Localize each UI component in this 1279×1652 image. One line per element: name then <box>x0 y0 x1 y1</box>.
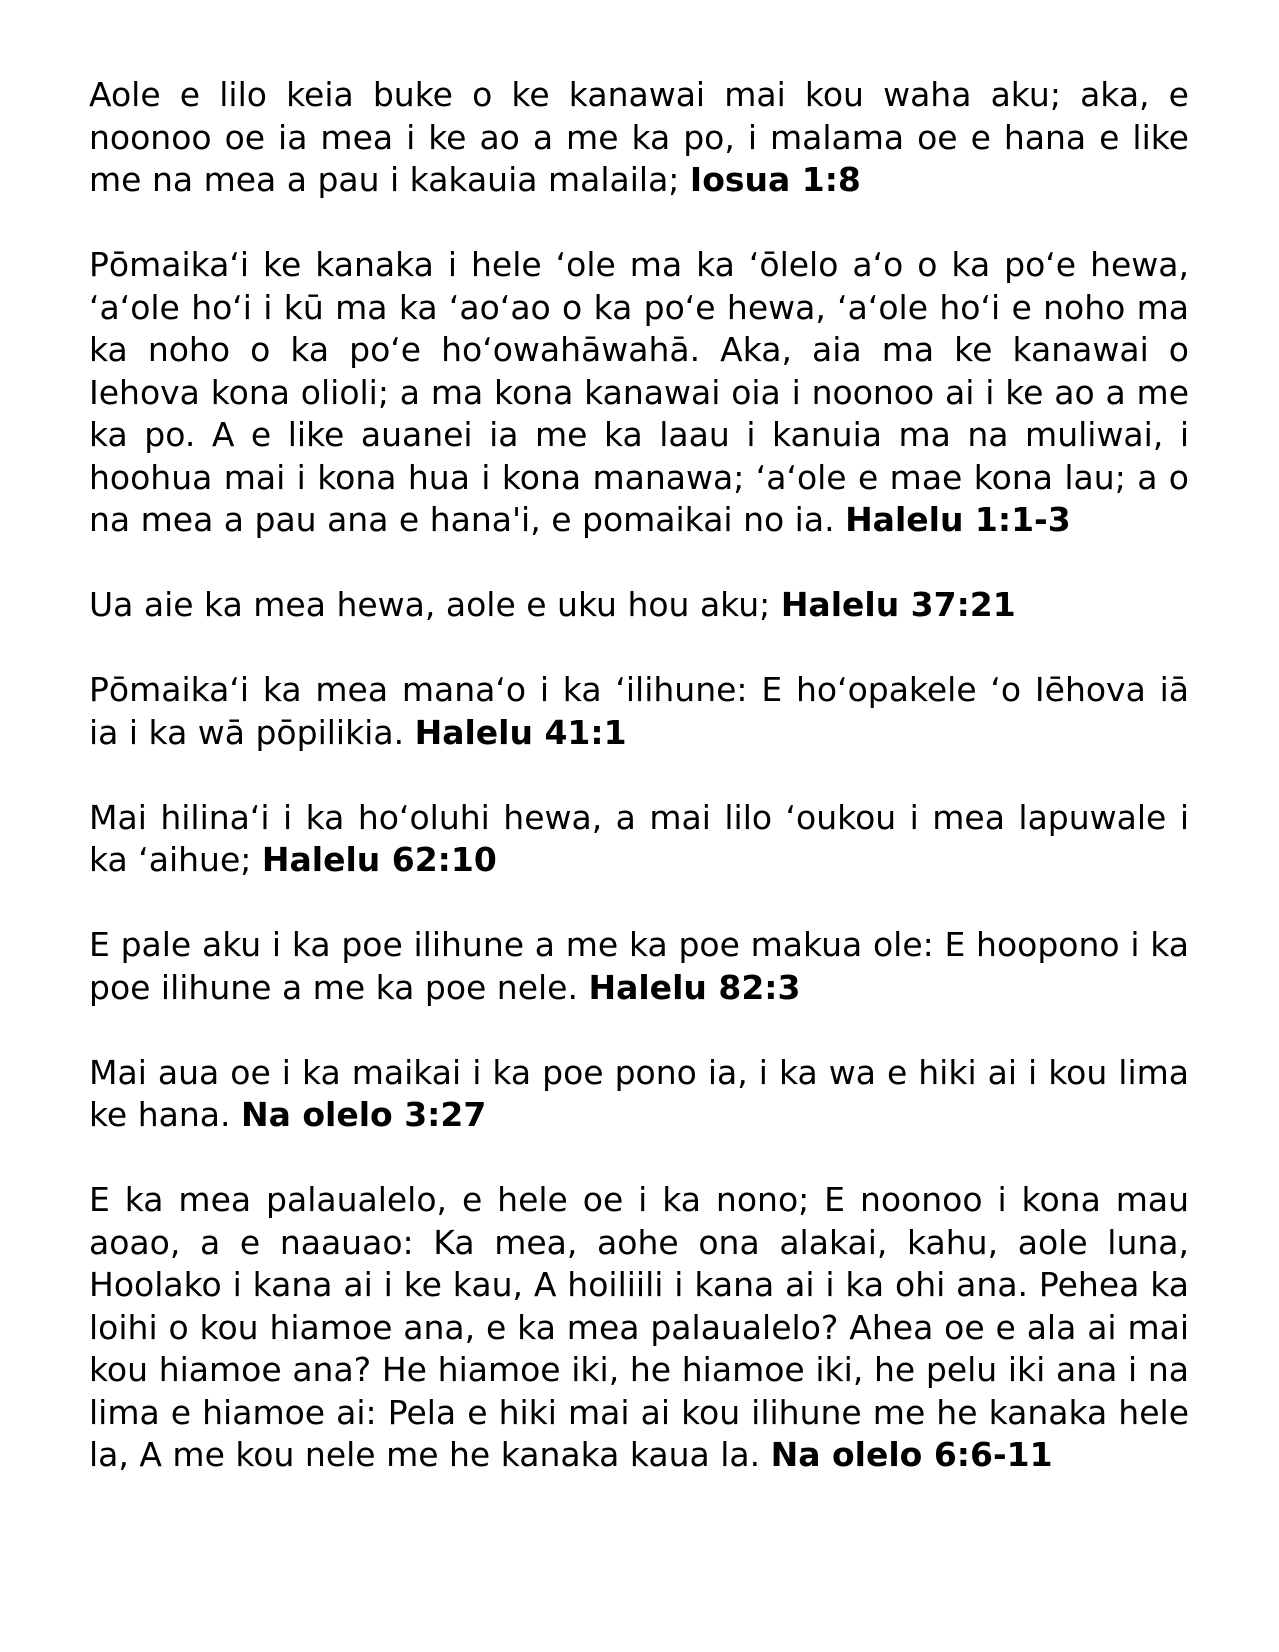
verse-reference: Halelu 82:3 <box>588 967 801 1007</box>
verse-paragraph <box>89 584 1189 627</box>
verse-reference: Halelu 62:10 <box>261 840 497 879</box>
verse-paragraph <box>89 1052 1189 1137</box>
verse-text: Ua aie ka mea hewa, aole e uku hou aku; <box>89 585 771 624</box>
verse-text: Aole e lilo keia buke o ke kanawai mai kou waha aku; aka, e noonoo oe ia mea i ke ao a me ka po, i malama oe e hana e like me na mea a pau i kakauia malaila; <box>89 75 1189 199</box>
verse-paragraph <box>89 669 1189 754</box>
document-page <box>89 74 1189 1519</box>
verse-paragraph <box>89 244 1189 542</box>
verse-text: E pale aku i ka poe ilihune a me ka poe makua ole: E hoopono i ka poe ilihune a me ka poe nele. <box>89 925 1189 1007</box>
verse-reference: Iosua 1:8 <box>689 160 861 199</box>
verse-paragraph <box>89 1179 1189 1477</box>
verse-text: Mai hilinaʻi i ka hoʻoluhi hewa, a mai lilo ʻoukou i mea lapuwale i ka ʻaihue; <box>89 797 1189 879</box>
verse-reference: Halelu 41:1 <box>414 712 627 752</box>
verse-reference: Na olelo 6:6-11 <box>770 1435 1053 1474</box>
verse-text: Mai aua oe i ka maikai i ka poe pono ia, i ka wa e hiki ai i kou lima ke hana. <box>89 1052 1189 1134</box>
verse-reference: Na olelo 3:27 <box>241 1095 487 1134</box>
verse-paragraph <box>89 797 1189 882</box>
verse-text: Pōmaikaʻi ke kanaka i hele ʻole ma ka ʻōlelo aʻo o ka poʻe hewa, ʻaʻole hoʻi i kū ma ka ʻaoʻao o ka poʻe hewa, ʻaʻole hoʻi e noho ma ka noho o ka poʻe hoʻowahāwahā. Aka, aia ma ke kanawai o Iehova kona olioli; a ma kona kanawai oia i noonoo ai i ke ao a me ka po. A e like auanei ia me ka laau i kanuia ma na muliwai, i hoohua mai i kona hua i kona manawa; ʻaʻole e mae kona lau; a o na mea a pau ana e hana'i, e pomaikai no ia. <box>89 245 1189 539</box>
verse-reference: Halelu 37:21 <box>780 585 1016 624</box>
verse-reference: Halelu 1:1-3 <box>845 500 1071 539</box>
verse-text: Pōmaikaʻi ka mea manaʻo i ka ʻilihune: E hoʻopakele ʻo Iēhova iā ia i ka wā pōpilikia. <box>89 670 1189 752</box>
verse-paragraph <box>89 74 1189 202</box>
verse-paragraph <box>89 924 1189 1009</box>
verse-text: E ka mea palaualelo, e hele oe i ka nono; E noonoo i kona mau aoao, a e naauao: Ka mea, aohe ona alakai, kahu, aole luna, Hoolako i kana ai i ke kau, A hoiliili i kana ai i ka ohi ana. Pehea ka loihi o kou hiamoe ana, e ka mea palaualelo? Ahea oe e ala ai mai kou hiamoe ana? He hiamoe iki, he hiamoe iki, he pelu iki ana i na lima e hiamoe ai: Pela e hiki mai ai kou ilihune me he kanaka hele la, A me kou nele me he kanaka kaua la. <box>89 1180 1189 1474</box>
